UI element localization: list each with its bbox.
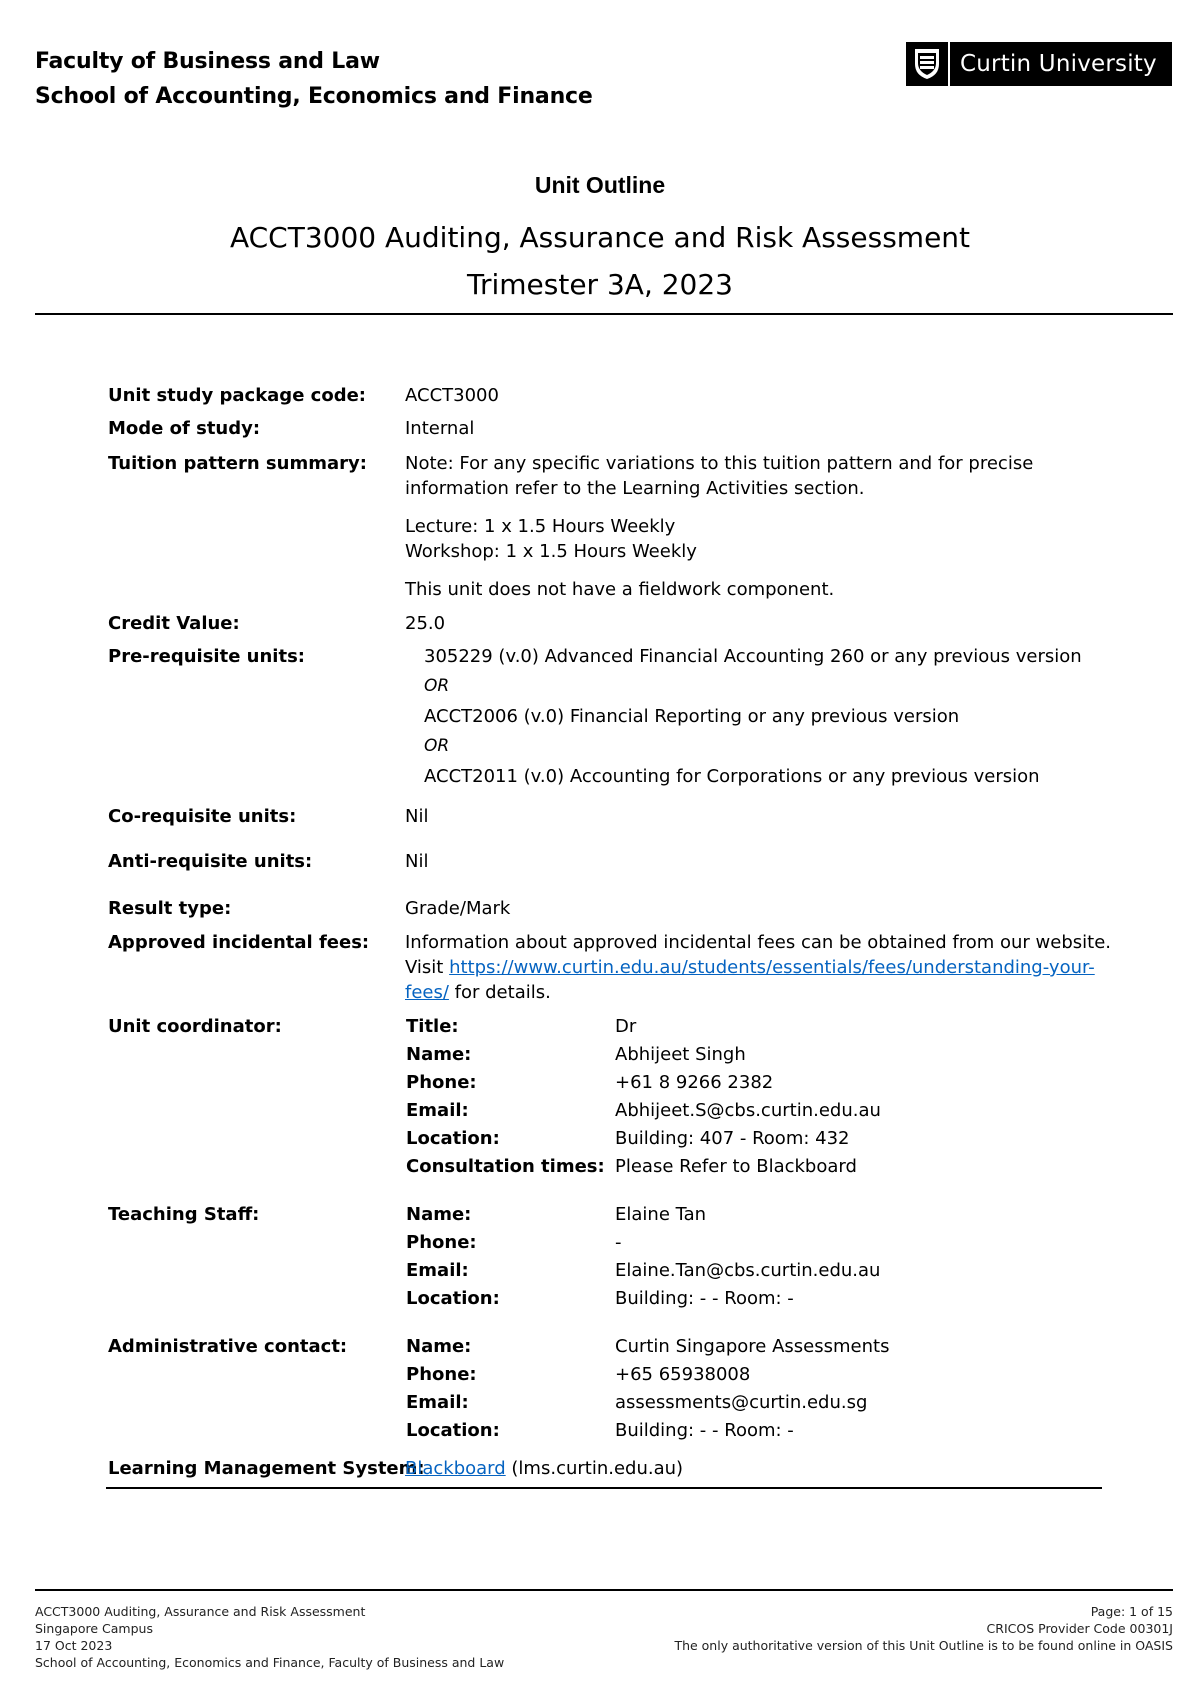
tuition-workshop: Workshop: 1 x 1.5 Hours Weekly: [405, 541, 697, 562]
tuition-fieldwork: This unit does not have a fieldwork component.: [405, 579, 835, 600]
coordinator-title-value: Dr: [615, 1016, 637, 1037]
prereq-label: Pre-requisite units:: [108, 646, 305, 667]
result-label: Result type:: [108, 898, 232, 919]
footer-divider: [35, 1589, 1173, 1591]
blackboard-link[interactable]: Blackboard: [405, 1458, 506, 1479]
prereq-item: ACCT2006 (v.0) Financial Reporting or any previous version: [424, 706, 960, 727]
footer-page-number: Page: 1 of 15: [1090, 1604, 1173, 1619]
tuition-note-line1: Note: For any specific variations to this tuition pattern and for precise: [405, 453, 1034, 474]
lms-value: Blackboard (lms.curtin.edu.au): [405, 1458, 684, 1479]
coordinator-location-label: Location:: [406, 1128, 500, 1149]
term-title: Trimester 3A, 2023: [466, 268, 733, 301]
footer-school: School of Accounting, Economics and Finance, Faculty of Business and Law: [35, 1655, 505, 1670]
teaching-phone-value: -: [615, 1232, 622, 1253]
teaching-phone-label: Phone:: [406, 1232, 477, 1253]
coordinator-location-value: Building: 407 - Room: 432: [615, 1128, 850, 1149]
fees-line3: fees/ for details.: [405, 982, 551, 1003]
coordinator-phone-label: Phone:: [406, 1072, 477, 1093]
footer-cricos: CRICOS Provider Code 00301J: [986, 1621, 1173, 1636]
coordinator-label: Unit coordinator:: [108, 1016, 282, 1037]
fees-label: Approved incidental fees:: [108, 932, 370, 953]
coordinator-email-value: Abhijeet.S@cbs.curtin.edu.au: [615, 1100, 881, 1121]
admin-location-label: Location:: [406, 1420, 500, 1441]
coreq-value: Nil: [405, 806, 429, 827]
coreq-label: Co-requisite units:: [108, 806, 297, 827]
teaching-location-value: Building: - - Room: -: [615, 1288, 794, 1309]
footer-campus: Singapore Campus: [35, 1621, 153, 1636]
fees-line2: Visit https://www.curtin.edu.au/students/essentials/fees/understanding-your-: [405, 957, 1095, 978]
fees-line1: Information about approved incidental fees can be obtained from our website.: [405, 932, 1111, 953]
admin-email-label: Email:: [406, 1392, 469, 1413]
footer-right: [674, 1603, 1173, 1654]
title-divider: [35, 313, 1173, 315]
admin-name-label: Name:: [406, 1336, 472, 1357]
coordinator-consult-value: Please Refer to Blackboard: [615, 1156, 857, 1177]
teaching-email-value: Elaine.Tan@cbs.curtin.edu.au: [615, 1260, 881, 1281]
coordinator-title-label: Title:: [406, 1016, 459, 1037]
package-code-value: ACCT3000: [405, 385, 499, 406]
faculty-name: Faculty of Business and Law: [35, 49, 380, 74]
coordinator-name-label: Name:: [406, 1044, 472, 1065]
antireq-value: Nil: [405, 851, 429, 872]
footer-left: [35, 1603, 504, 1671]
fees-link-continued[interactable]: fees/: [405, 982, 449, 1003]
tuition-note-line2: information refer to the Learning Activities section.: [405, 478, 865, 499]
unit-title: ACCT3000 Auditing, Assurance and Risk Assessment: [229, 221, 971, 254]
credit-value: 25.0: [405, 613, 446, 634]
admin-email-value: assessments@curtin.edu.sg: [615, 1392, 868, 1413]
fees-link[interactable]: https://www.curtin.edu.au/students/essentials/fees/understanding-your-: [449, 957, 1095, 978]
prereq-or: OR: [424, 676, 450, 696]
admin-location-value: Building: - - Room: -: [615, 1420, 794, 1441]
teaching-name-value: Elaine Tan: [615, 1204, 707, 1225]
teaching-email-label: Email:: [406, 1260, 469, 1281]
antireq-label: Anti-requisite units:: [108, 851, 313, 872]
coordinator-phone-value: +61 8 9266 2382: [615, 1072, 774, 1093]
teaching-label: Teaching Staff:: [108, 1204, 260, 1225]
logo-text: Curtin University: [960, 51, 1157, 77]
footer-unit: ACCT3000 Auditing, Assurance and Risk Assessment: [35, 1604, 366, 1619]
footer-date: 17 Oct 2023: [35, 1638, 113, 1653]
coordinator-email-label: Email:: [406, 1100, 469, 1121]
lms-label: Learning Management System:: [108, 1458, 425, 1479]
details-divider: [106, 1487, 1102, 1489]
coordinator-name-value: Abhijeet Singh: [615, 1044, 746, 1065]
curtin-logo: [906, 42, 1172, 86]
credit-label: Credit Value:: [108, 613, 240, 634]
footer-authority-note: The only authoritative version of this Unit Outline is to be found online in OASIS: [674, 1638, 1173, 1653]
admin-name-value: Curtin Singapore Assessments: [615, 1336, 890, 1357]
package-code-label: Unit study package code:: [108, 385, 366, 406]
prereq-item: ACCT2011 (v.0) Accounting for Corporations or any previous version: [424, 766, 1040, 787]
admin-label: Administrative contact:: [108, 1336, 348, 1357]
header: [35, 44, 593, 114]
teaching-location-label: Location:: [406, 1288, 500, 1309]
admin-phone-label: Phone:: [406, 1364, 477, 1385]
mode-label: Mode of study:: [108, 418, 261, 439]
mode-value: Internal: [405, 418, 475, 439]
teaching-name-label: Name:: [406, 1204, 472, 1225]
prereq-or: OR: [424, 736, 450, 756]
prereq-item: 305229 (v.0) Advanced Financial Accounting 260 or any previous version: [424, 646, 1082, 667]
coordinator-consult-label: Consultation times:: [406, 1156, 605, 1177]
tuition-label: Tuition pattern summary:: [108, 453, 367, 474]
admin-phone-value: +65 65938008: [615, 1364, 751, 1385]
document-heading: Unit Outline: [534, 172, 666, 198]
crest-icon: [906, 42, 950, 86]
school-name: School of Accounting, Economics and Finance: [35, 84, 593, 109]
tuition-lecture: Lecture: 1 x 1.5 Hours Weekly: [405, 516, 676, 537]
result-value: Grade/Mark: [405, 898, 511, 919]
